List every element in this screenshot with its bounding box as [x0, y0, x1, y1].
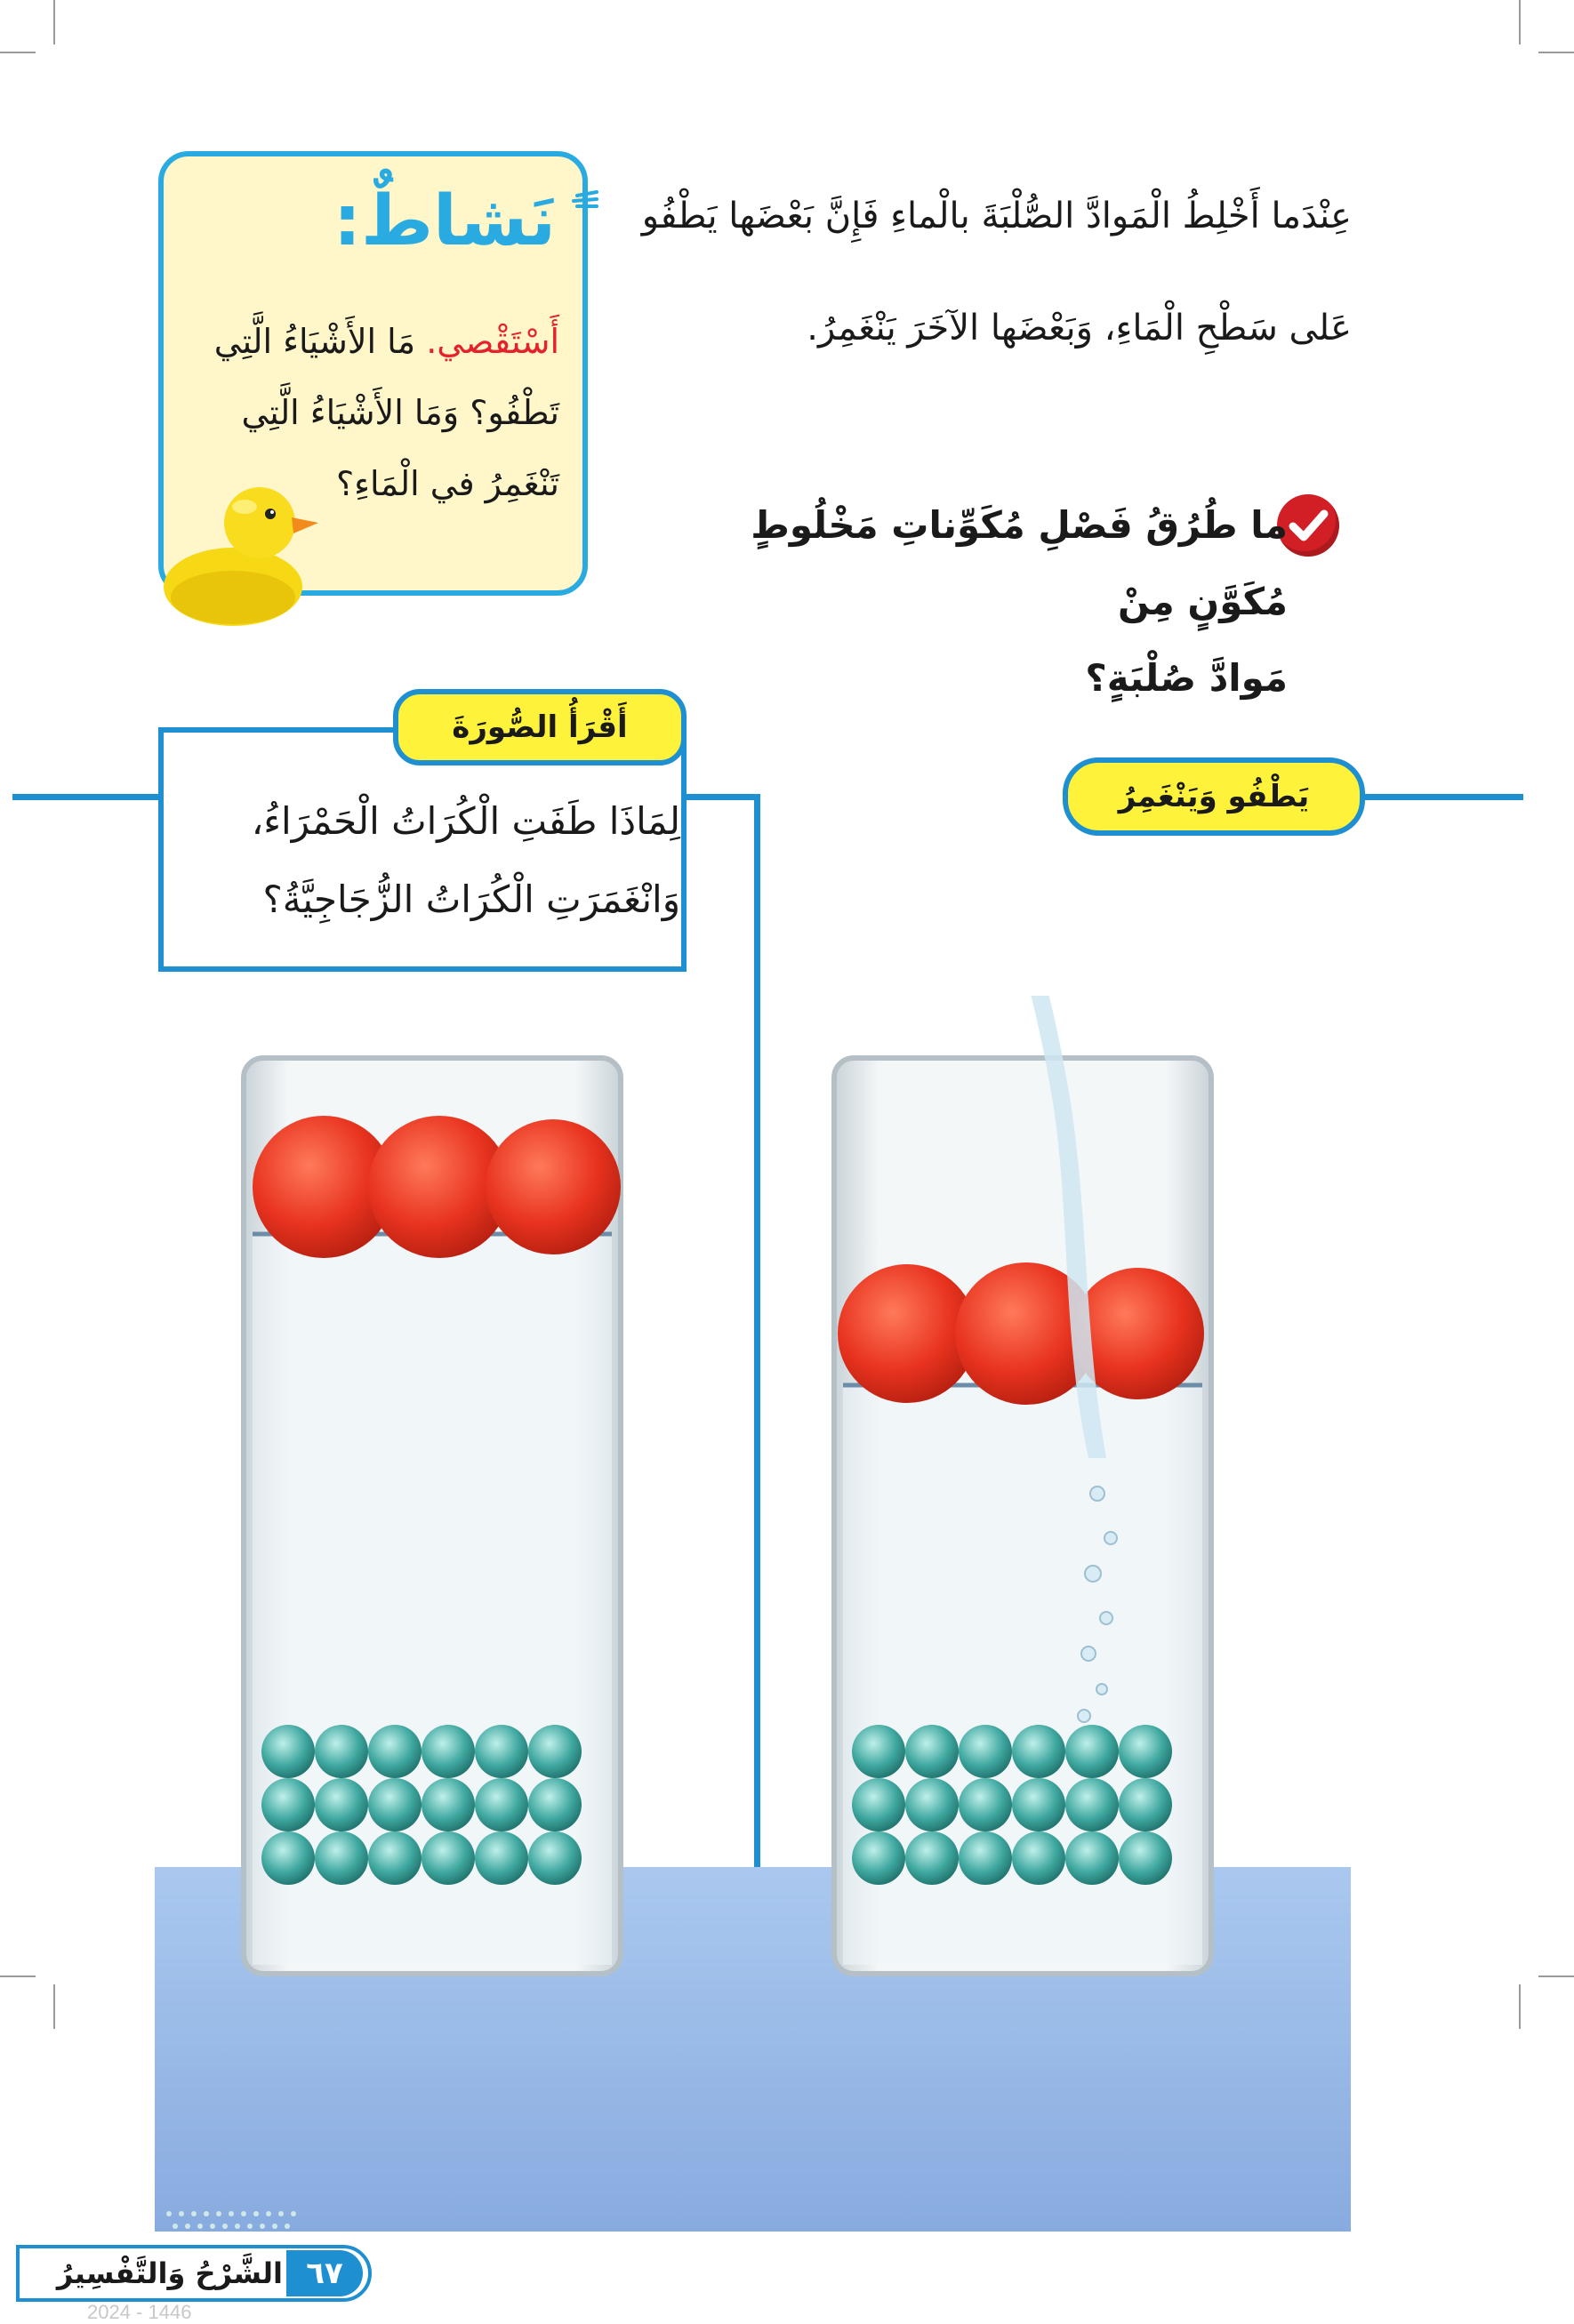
question-line-1: ما طُرُقُ فَصْلِ مُكَوِّناتِ مَخْلُوطٍ مُكَوَّنٍ مِنْ: [751, 503, 1288, 623]
activity-line-2: تَطْفُو؟ وَمَا الأَشْيَاءُ الَّتِي: [241, 393, 559, 432]
divider-line: [687, 794, 758, 800]
crop-mark: [53, 1984, 55, 2029]
activity-line-1-rest: مَا الأَشْيَاءُ الَّتِي: [213, 322, 427, 361]
read-line-2: وَانْغَمَرَتِ الْكُرَاتُ الزُّجَاجِيَّةُ؟: [262, 878, 680, 921]
page-number: ٦٧: [286, 2250, 363, 2296]
activity-line-3: تَنْغَمِرُ في الْمَاءِ؟: [335, 464, 559, 503]
activity-title: نَشاطٌ:: [333, 181, 556, 261]
read-picture-question: [182, 782, 680, 939]
intro-line-2: عَلى سَطْحِ الْمَاءِ، وَبَعْضَها الآخَرَ يَنْغَمِرُ.: [807, 308, 1352, 349]
rubber-duck-image: [160, 480, 320, 631]
section-label: الشَّرْحُ وَالتَّفْسِيرُ: [56, 2256, 283, 2290]
crop-mark: [1538, 1975, 1574, 1977]
activity-highlight: أَسْتَقْصي.: [426, 322, 559, 361]
check-question: [683, 487, 1288, 717]
divider-line: [1365, 794, 1523, 800]
speed-lines-icon: [572, 187, 598, 217]
watermark-dots: [160, 2205, 320, 2240]
intro-paragraph: [622, 160, 1352, 384]
activity-line-1: [168, 306, 559, 377]
read-picture-tab: أَقْرَأُ الصُّورَةَ: [393, 689, 687, 765]
crop-mark: [1538, 52, 1574, 53]
section-tab: يَطْفُو وَيَنْغَمِرُ: [1063, 757, 1365, 836]
crop-mark: [53, 0, 55, 44]
read-line-1: لِمَاذَا طَفَتِ الْكُرَاتُ الْحَمْرَاءُ،: [251, 799, 680, 843]
edition-year: 2024 - 1446: [87, 2301, 192, 2323]
crop-mark: [0, 52, 36, 53]
crop-mark: [0, 1975, 36, 1977]
crop-mark: [1519, 0, 1521, 44]
float-sink-photo: [155, 996, 1351, 2232]
intro-line-1: عِنْدَما أَخْلِطُ الْمَوادَّ الصُّلْبَةَ بالْماءِ فَإِنَّ بَعْضَها يَطْفُو: [641, 196, 1352, 236]
crop-mark: [1519, 1984, 1521, 2029]
question-line-2: مَوادَّ صُلْبَةٍ؟: [1085, 656, 1288, 700]
divider-line: [12, 794, 160, 800]
